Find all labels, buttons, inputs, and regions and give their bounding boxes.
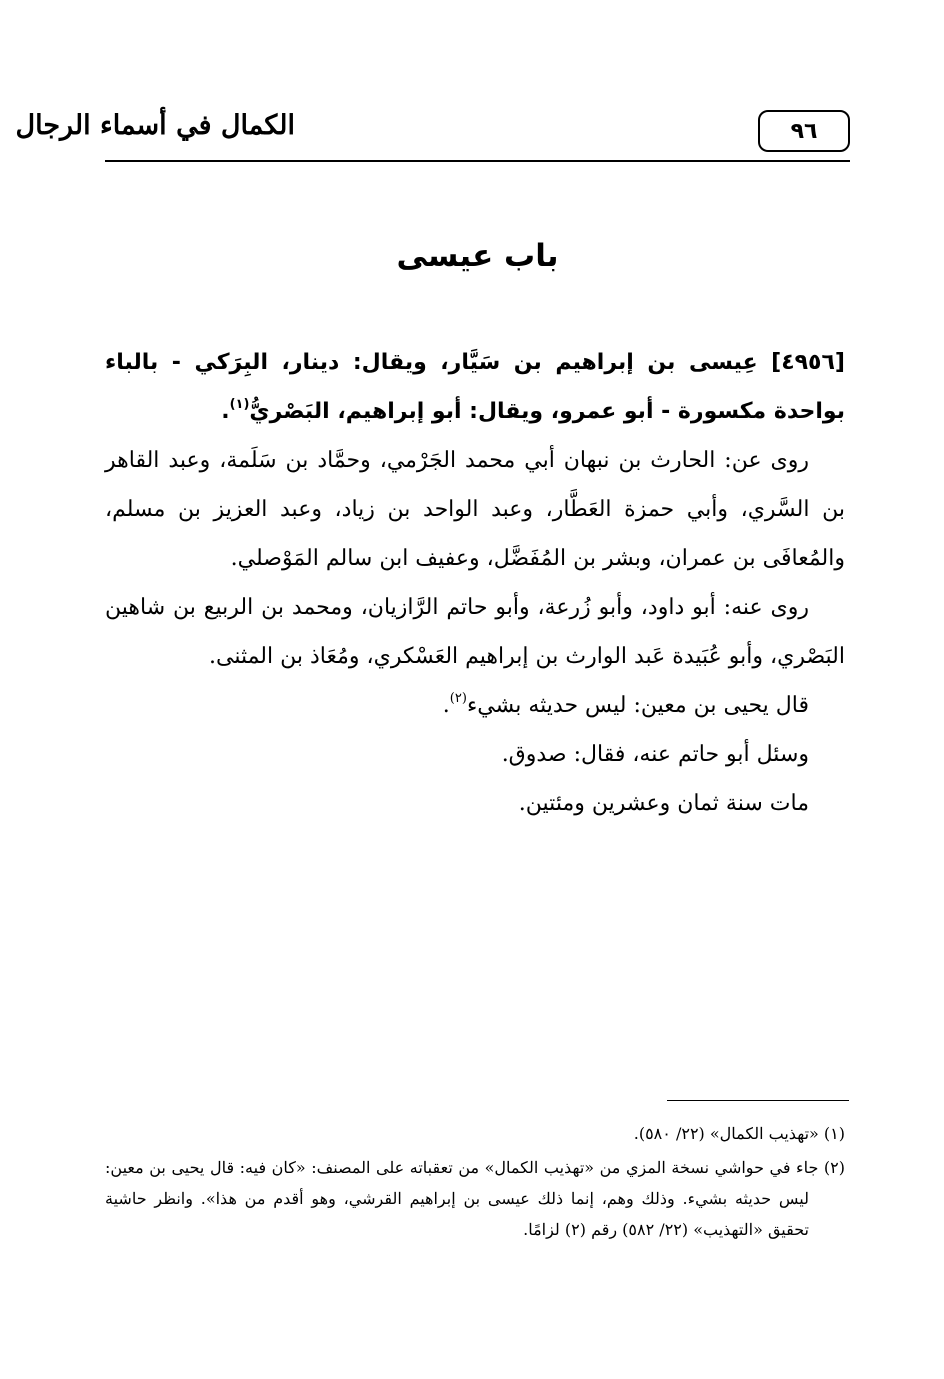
footnote-1: (١) «تهذيب الكمال» (٢٢/ ٥٨٠). bbox=[633, 1124, 845, 1143]
page-number: ٩٦ bbox=[758, 110, 850, 152]
narrated-from-paragraph: روى عن: الحارث بن نبهان أبي محمد الجَرْمي، وحمَّاد بن سَلَمة، وعبد القاهر بن السَّري، وأبي حمزة العَطَّار، وعبد الواحد بن زياد، وعبد العزيز بن مسلم، والمُعافَى بن عمران، وبشر بن المُفَضَّل، وعفيف ابن سالم المَوْصلي. bbox=[105, 448, 845, 571]
entry-heading-line1: عِيسى بن إبراهيم بن سَيَّار، ويقال: دينار، البِرَكي - بالباء bbox=[105, 350, 758, 375]
page-header bbox=[15, 96, 850, 156]
yahya-statement bbox=[105, 681, 845, 730]
entry-heading-line2: بواحدة مكسورة - أبو عمرو، ويقال: أبو إبراهيم، البَصْريُّ bbox=[249, 399, 845, 424]
book-title: الكمال في أسماء الرجال bbox=[15, 110, 295, 141]
footnote-ref-1[interactable]: (١) bbox=[229, 397, 250, 412]
header-rule bbox=[105, 160, 850, 162]
abu-hatim-statement: وسئل أبو حاتم عنه، فقال: صدوق. bbox=[501, 742, 809, 767]
entry-heading bbox=[105, 338, 845, 436]
death-statement: مات سنة ثمان وعشرين ومئتين. bbox=[518, 791, 809, 816]
entry-heading-end: . bbox=[221, 399, 230, 424]
footnotes bbox=[105, 1118, 845, 1245]
yahya-text: قال يحيى بن معين: ليس حديثه بشيء bbox=[466, 693, 809, 718]
chapter-title: باب عيسى bbox=[396, 238, 559, 274]
entry-number: [٤٩٥٦] bbox=[771, 350, 845, 375]
narrated-by-paragraph: روى عنه: أبو داود، وأبو زُرعة، وأبو حاتم الرَّازيان، ومحمد بن الربيع بن شاهين البَصْري، وأبو عُبَيدة عَبد الوارث بن إبراهيم العَسْكري، ومُعَاذ بن المثنى. bbox=[105, 595, 845, 669]
entry-body bbox=[105, 338, 845, 828]
yahya-end: . bbox=[442, 693, 450, 718]
footnote-ref-2[interactable]: (٢) bbox=[449, 691, 467, 706]
footnote-2: (٢) جاء في حواشي نسخة المزي من «تهذيب الكمال» من تعقباته على المصنف: «كان فيه: قال يحيى بن معين: ليس حديثه بشيء. وذلك وهم، إنما ذلك عيسى بن إبراهيم القرشي، وهو أقدم من هذا». وانظر حاشية تحقيق «التهذيب» (٢٢/ ٥٨٢) رقم (٢) لزامًا. bbox=[105, 1158, 845, 1239]
footnote-separator bbox=[667, 1100, 849, 1101]
